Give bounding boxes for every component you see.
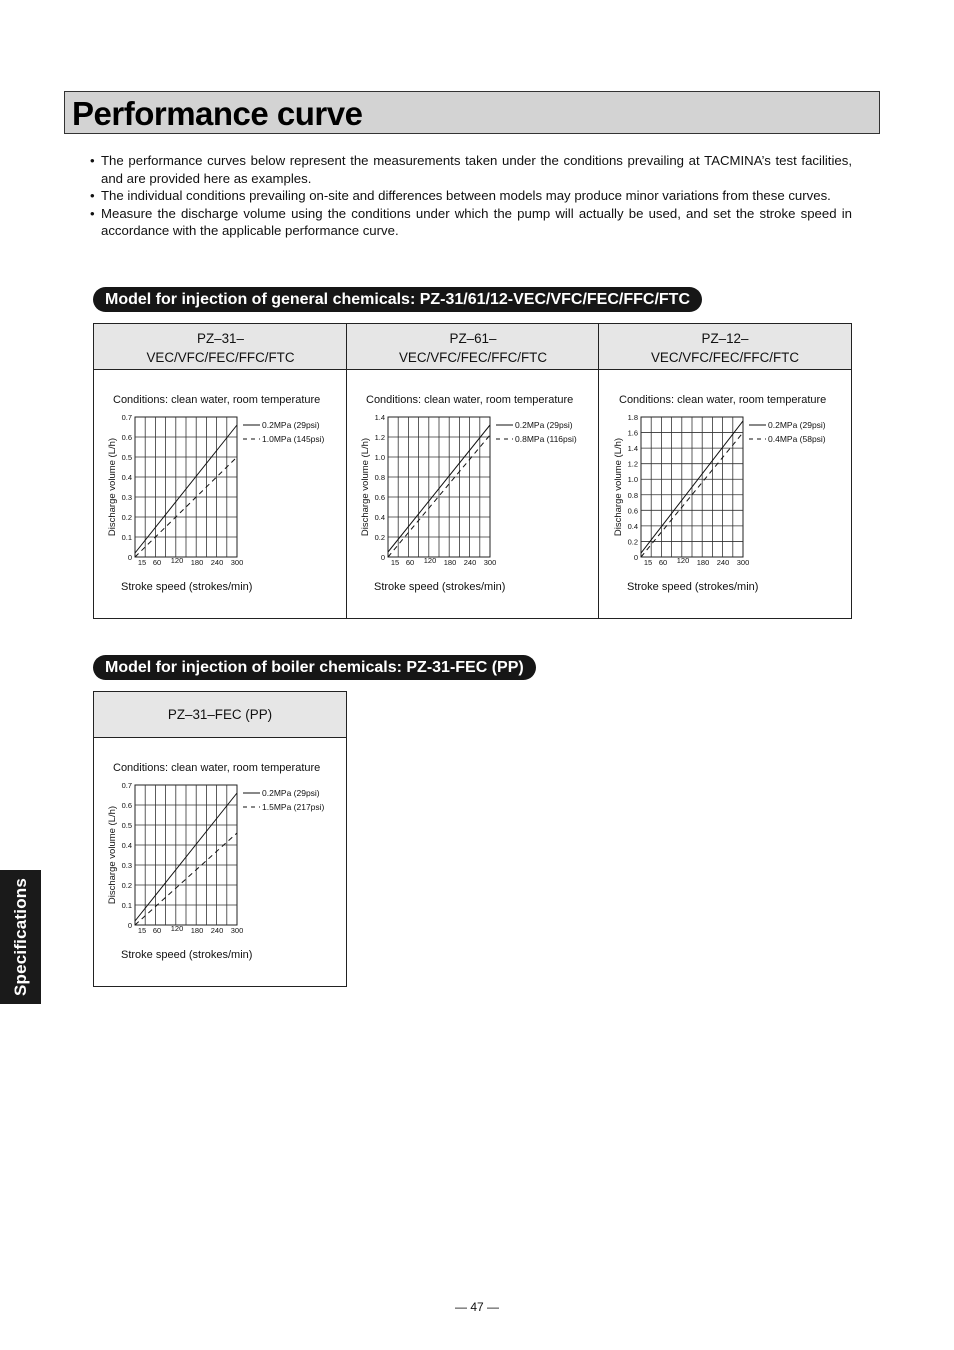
x-tick-label: 15 [390,558,400,567]
x-tick-label: 300 [230,558,244,567]
x-tick-label: 180 [190,558,204,567]
y-tick-label: 0 [127,553,132,562]
x-tick-label: 180 [190,926,204,935]
x-tick-label: 300 [736,558,750,567]
page-title: Performance curve [72,95,363,132]
section-heading-boiler: Model for injection of boiler chemicals: PZ-31-FEC (PP) [93,655,536,680]
model-line1: PZ–31– [197,331,244,346]
y-tick-label: 0.2 [121,881,132,890]
legend-label: 0.4MPa (58psi) [768,434,826,444]
x-tick-label: 15 [643,558,653,567]
x-axis-label: Stroke speed (strokes/min) [627,581,759,593]
y-tick-label: 0.2 [121,513,132,522]
x-tick-label: 180 [443,558,457,567]
y-tick-label: 0.8 [374,473,385,482]
model-line2: VEC/VFC/FEC/FFC/FTC [146,350,295,365]
y-tick-label: 1.4 [627,444,638,454]
x-tick-label: 240 [210,558,224,567]
x-tick-label: 240 [716,558,730,567]
x-axis-label: Stroke speed (strokes/min) [374,581,506,593]
chart-conditions: Conditions: clean water, room temperature [619,394,827,406]
model-line2: VEC/VFC/FEC/FFC/FTC [398,350,548,365]
x-tick-label: 240 [463,558,477,567]
y-axis-label: Discharge volume (L/h) [360,437,371,537]
legend-label: 0.8MPa (116psi) [515,434,577,444]
y-tick-label: 0.3 [121,861,132,870]
chart-conditions: Conditions: clean water, room temperature [366,394,574,406]
x-axis-label: Stroke speed (strokes/min) [121,949,253,961]
x-tick-label: 15 [137,558,147,567]
y-tick-label: 0.6 [627,506,638,516]
y-tick-label: 0.6 [121,801,132,810]
y-tick-label: 1.2 [374,433,385,442]
y-tick-label: 0 [633,553,638,562]
side-tab-label: Specifications [10,877,30,997]
y-axis-label: Discharge volume (L/h) [613,437,624,537]
x-axis-label: Stroke speed (strokes/min) [121,581,253,593]
x-tick-label: 120 [423,556,437,565]
y-tick-label: 0.5 [121,453,132,462]
model-line1: PZ–61– [449,331,497,346]
legend-label: 0.2MPa (29psi) [768,420,826,430]
x-tick-label: 300 [230,926,244,935]
legend-label: 1.5MPa (217psi) [262,802,325,812]
x-tick-label: 180 [696,558,710,567]
y-tick-label: 0.5 [121,821,132,830]
x-tick-label: 120 [170,556,184,565]
x-tick-label: 300 [483,558,497,567]
y-tick-label: 0 [380,553,385,562]
y-tick-label: 0.4 [121,841,132,850]
y-tick-label: 1.0 [374,453,385,462]
y-tick-label: 0.6 [121,433,132,442]
y-tick-label: 0.7 [121,781,132,790]
y-tick-label: 0.7 [121,413,132,422]
y-tick-label: 0.2 [374,533,385,542]
bullet-item: • Measure the discharge volume using the conditions under which the pump will actually be used, and set the stroke speed in accordance with the applicable performance curve. [90,205,852,240]
x-tick-label: 120 [676,556,690,565]
y-tick-label: 0.4 [627,521,638,531]
chart-conditions: Conditions: clean water, room temperature [113,762,321,774]
x-tick-label: 60 [152,558,162,567]
x-tick-label: 15 [137,926,147,935]
y-tick-label: 0.6 [374,493,385,502]
y-tick-label: 0 [127,921,132,930]
y-tick-label: 0.8 [627,490,638,500]
chart-conditions: Conditions: clean water, room temperature [113,394,321,406]
page-number: — 47 — [454,1300,499,1314]
x-tick-label: 120 [170,924,184,933]
y-tick-label: 0.2 [627,537,638,547]
y-tick-label: 1.4 [374,413,385,422]
legend-label: 0.2MPa (29psi) [262,420,320,430]
y-axis-label: Discharge volume (L/h) [107,805,118,905]
model-line1: PZ–12– [701,331,749,346]
y-tick-label: 0.3 [121,493,132,502]
specifications-side-tab [0,870,41,1004]
model-line1: PZ–31–FEC (PP) [167,707,273,722]
section-heading-general: Model for injection of general chemicals: PZ-31/61/12-VEC/VFC/FEC/FFC/FTC [93,287,702,312]
x-tick-label: 240 [210,926,224,935]
y-axis-label: Discharge volume (L/h) [107,437,118,537]
y-tick-label: 1.0 [627,475,638,485]
y-tick-label: 1.6 [627,428,638,438]
legend-label: 0.2MPa (29psi) [515,420,573,430]
bullet-item: • The individual conditions prevailing on-site and differences between models may produce minor variations from these curves. [90,187,852,205]
x-tick-label: 60 [658,558,668,567]
y-tick-label: 0.4 [121,473,132,482]
y-tick-label: 1.8 [627,413,638,422]
model-line2: VEC/VFC/FEC/FFC/FTC [650,350,800,365]
x-tick-label: 60 [152,926,162,935]
bullet-item: • The performance curves below represent the measurements taken under the conditions prevailing at TACMINA’s test facilities, and are provided here as examples. [90,152,852,187]
x-tick-label: 60 [405,558,415,567]
legend-label: 0.2MPa (29psi) [262,788,320,798]
legend-label: 1.0MPa (145psi) [262,434,325,444]
y-tick-label: 0.1 [121,533,132,542]
y-tick-label: 0.1 [121,901,132,910]
y-tick-label: 0.4 [374,513,385,522]
y-tick-label: 1.2 [627,459,638,469]
